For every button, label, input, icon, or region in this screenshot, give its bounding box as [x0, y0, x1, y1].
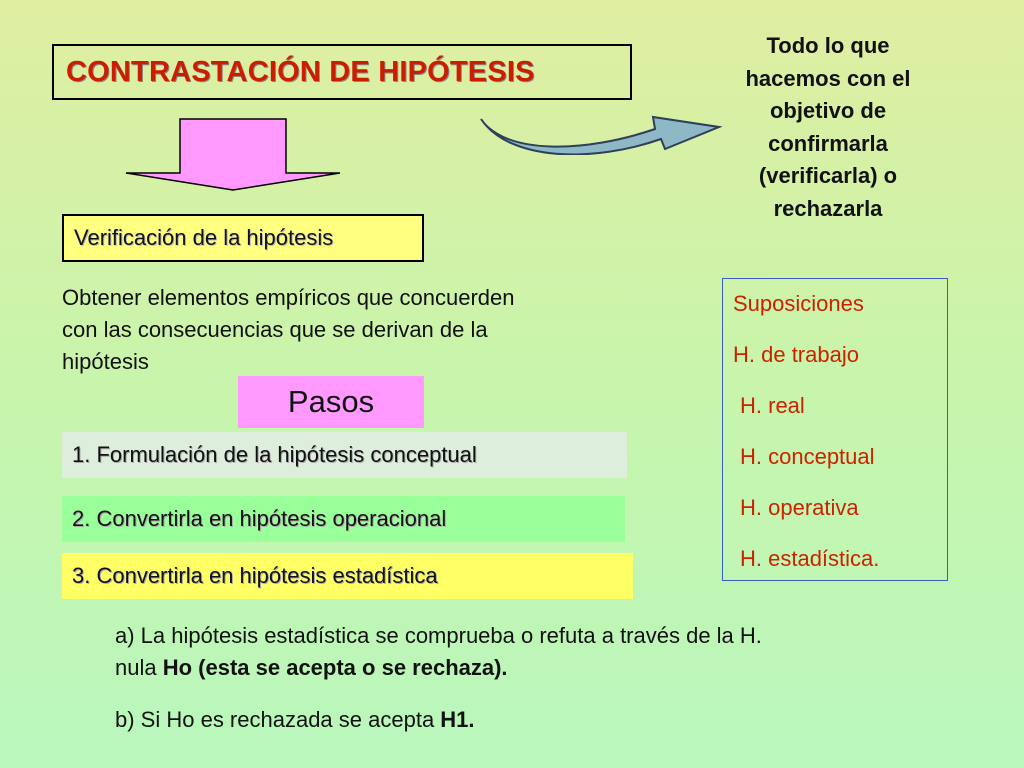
note-a-line2-bold: Ho (esta se acepta o se rechaza).: [162, 655, 508, 680]
down-arrow-icon: [122, 117, 344, 193]
description-line: con las consecuencias que se derivan de la: [62, 317, 488, 342]
side-note: [700, 30, 956, 225]
verification-label: Verificación de la hipótesis: [74, 225, 334, 250]
curved-arrow-icon: [475, 105, 725, 155]
verification-box: [62, 214, 424, 262]
step-item: [62, 553, 633, 599]
note-b-text: b) Si Ho es rechazada se acepta: [115, 707, 441, 732]
side-note-line: rechazarla: [773, 195, 883, 221]
step-label: 2. Convertirla en hipótesis operacional: [72, 506, 447, 531]
step-item: [62, 496, 625, 542]
page-title: CONTRASTACIÓN DE HIPÓTESIS: [66, 55, 535, 88]
hypothesis-types-box: [722, 278, 948, 581]
side-note-line: confirmarla: [768, 130, 888, 156]
hypothesis-type-item: H. conceptual: [740, 444, 875, 469]
note-a-line2-text: nula: [115, 655, 163, 680]
description-line: Obtener elementos empíricos que concuerden: [62, 285, 515, 310]
note-b: [115, 704, 995, 736]
hypothesis-type-item: H. real: [740, 393, 805, 418]
note-a: [115, 620, 995, 684]
hypothesis-type-item: H. estadística.: [740, 546, 880, 571]
title-box: [52, 44, 632, 100]
steps-heading-box: [238, 376, 424, 428]
hypothesis-type-item: Suposiciones: [733, 291, 864, 316]
step-label: 3. Convertirla en hipótesis estadística: [72, 563, 438, 588]
side-note-line: objetivo de: [769, 98, 887, 123]
hypothesis-type-item: H. operativa: [740, 495, 859, 520]
note-b-bold: H1.: [440, 707, 475, 732]
step-item: [62, 432, 627, 478]
description-line: hipótesis: [62, 349, 149, 374]
side-note-line: Todo lo que: [766, 33, 890, 58]
steps-heading: Pasos: [287, 384, 375, 419]
hypothesis-type-item: H. de trabajo: [733, 342, 859, 367]
note-a-line2: [115, 652, 995, 684]
note-a-line1: a) La hipótesis estadística se comprueba o refuta a través de la H.: [115, 623, 762, 648]
step-label: 1. Formulación de la hipótesis conceptual: [72, 442, 477, 467]
description-paragraph: [62, 282, 672, 378]
side-note-line: (verificarla) o: [758, 163, 898, 188]
side-note-line: hacemos con el: [745, 65, 911, 91]
